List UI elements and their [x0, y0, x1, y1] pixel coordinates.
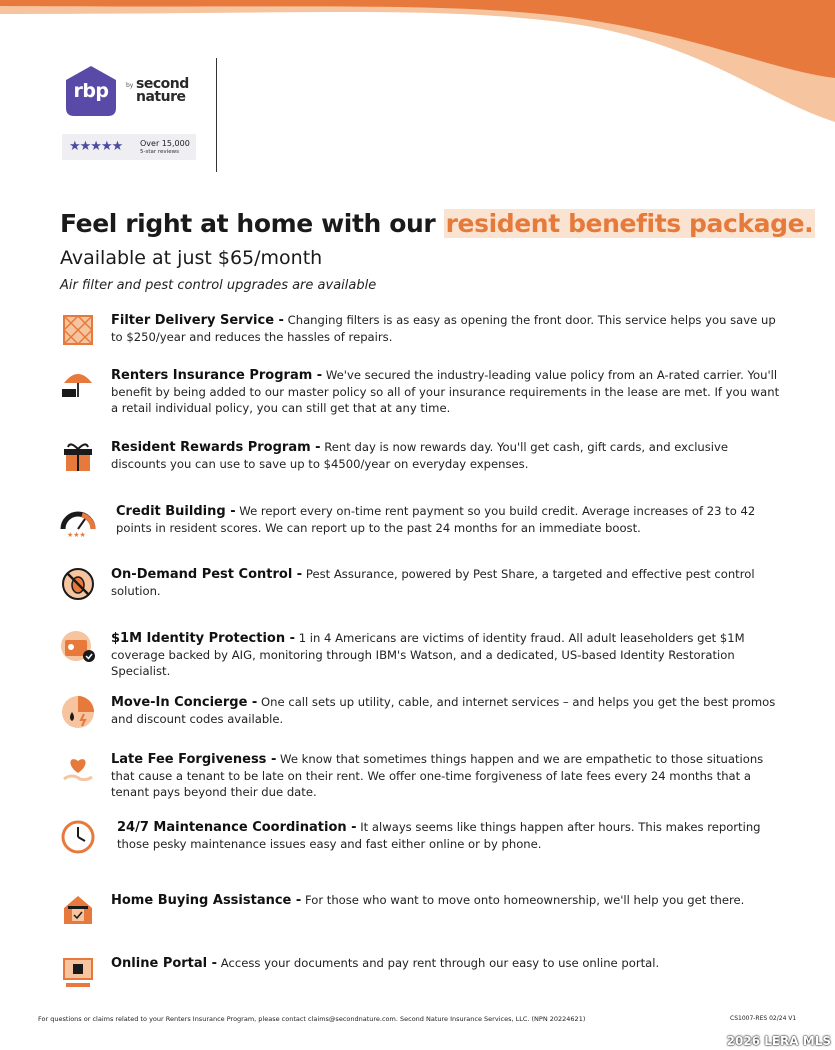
footer-doc-code: CS1007-RES 02/24 V1	[730, 1015, 797, 1022]
pest-control-icon	[60, 566, 96, 602]
filter-icon	[60, 312, 96, 348]
second-nature-line2: nature	[136, 89, 186, 105]
benefit-desc: 1 in 4 Americans are victims of identity fraud. All adult leaseholders get $1M coverage backed by AIG, monitoring through IBM's Watson, and a dedicated, US-based Identity Restoration Specialist.	[111, 631, 745, 678]
benefit-title: Renters Insurance Program -	[111, 368, 323, 383]
five-star-icon: ★★★★★	[69, 139, 123, 154]
benefit-desc: It always seems like things happen after hours. This makes reporting those pesky maintenance issues easy and fast either online or by phone.	[117, 820, 761, 851]
umbrella-insurance-icon	[60, 367, 96, 403]
svg-text:★★★: ★★★	[67, 531, 86, 539]
benefit-desc: Pest Assurance, powered by Pest Share, a targeted and effective pest control solution.	[111, 567, 755, 598]
credit-gauge-icon	[60, 503, 96, 539]
price-subhead: Available at just $65/month	[60, 247, 323, 269]
benefit-title: Credit Building -	[116, 504, 236, 519]
benefit-desc: Rent day is now rewards day. You'll get cash, gift cards, and exclusive discounts you can use to save up to $4500/year on everyday expenses.	[111, 440, 729, 471]
review-count: Over 15,000	[140, 139, 190, 148]
benefit-title: Online Portal -	[111, 956, 218, 971]
online-portal-icon	[60, 955, 96, 991]
review-caption: 5-star reviews	[140, 149, 179, 155]
benefit-desc: Changing filters is as easy as opening the front door. This service helps you save up to $250/year and reduces the hassles of repairs.	[111, 313, 776, 344]
benefit-title: Move-In Concierge -	[111, 695, 258, 710]
review-badge	[62, 134, 196, 160]
utilities-icon	[60, 694, 96, 730]
clock-icon	[60, 819, 96, 855]
benefit-desc: Access your documents and pay rent through our easy to use online portal.	[217, 956, 660, 970]
upgrade-note: Air filter and pest control upgrades are available	[60, 278, 377, 293]
mls-watermark: 2026 LERA MLS	[726, 1034, 831, 1048]
logo-divider	[216, 58, 217, 172]
benefit-title: 24/7 Maintenance Coordination -	[117, 820, 357, 835]
headline-lead: Feel right at home with our	[60, 209, 444, 238]
benefit-title: Late Fee Forgiveness -	[111, 752, 277, 767]
identity-protection-icon	[60, 630, 96, 666]
page-headline	[60, 209, 815, 238]
benefit-title: On-Demand Pest Control -	[111, 567, 303, 582]
benefit-desc: One call sets up utility, cable, and internet services – and helps you get the best promos and discount codes available.	[111, 695, 776, 726]
by-label: by	[126, 82, 134, 89]
rbp-logo-text: rbp	[73, 80, 109, 102]
home-buying-icon	[60, 892, 96, 928]
headline-accent: resident benefits package.	[445, 209, 814, 238]
gift-icon	[60, 439, 96, 475]
footer-disclaimer: For questions or claims related to your Renters Insurance Program, please contact claims@secondnature.com. Second Nature Insurance Services, LLC. (NPN 20224621)	[38, 1015, 586, 1023]
benefit-desc: We've secured the industry-leading value policy from an A-rated carrier. You'll benefit by being added to our master policy so all of your insurance requirements in the lease are met. If you want a retail individual policy, you can still get that at any time.	[111, 368, 780, 415]
second-nature-logo	[136, 78, 189, 104]
benefit-desc: For those who want to move onto homeownership, we'll help you get there.	[301, 893, 745, 907]
heart-hand-icon	[60, 751, 96, 787]
second-nature-line1: second	[136, 76, 189, 92]
header-wave	[0, 0, 835, 130]
benefit-title: Filter Delivery Service -	[111, 313, 284, 328]
benefit-title: $1M Identity Protection -	[111, 631, 296, 646]
benefit-title: Home Buying Assistance -	[111, 893, 302, 908]
benefit-desc: We know that sometimes things happen and we are empathetic to those situations that cause a tenant to be late on their rent. We offer one-time forgiveness of late fees every 24 months that a tenant pays beyond their due date.	[111, 752, 764, 799]
benefit-title: Resident Rewards Program -	[111, 440, 321, 455]
benefit-desc: We report every on-time rent payment so you build credit. Average increases of 23 to 42 points in resident scores. We can report up to the past 24 months for an immediate boost.	[116, 504, 756, 535]
